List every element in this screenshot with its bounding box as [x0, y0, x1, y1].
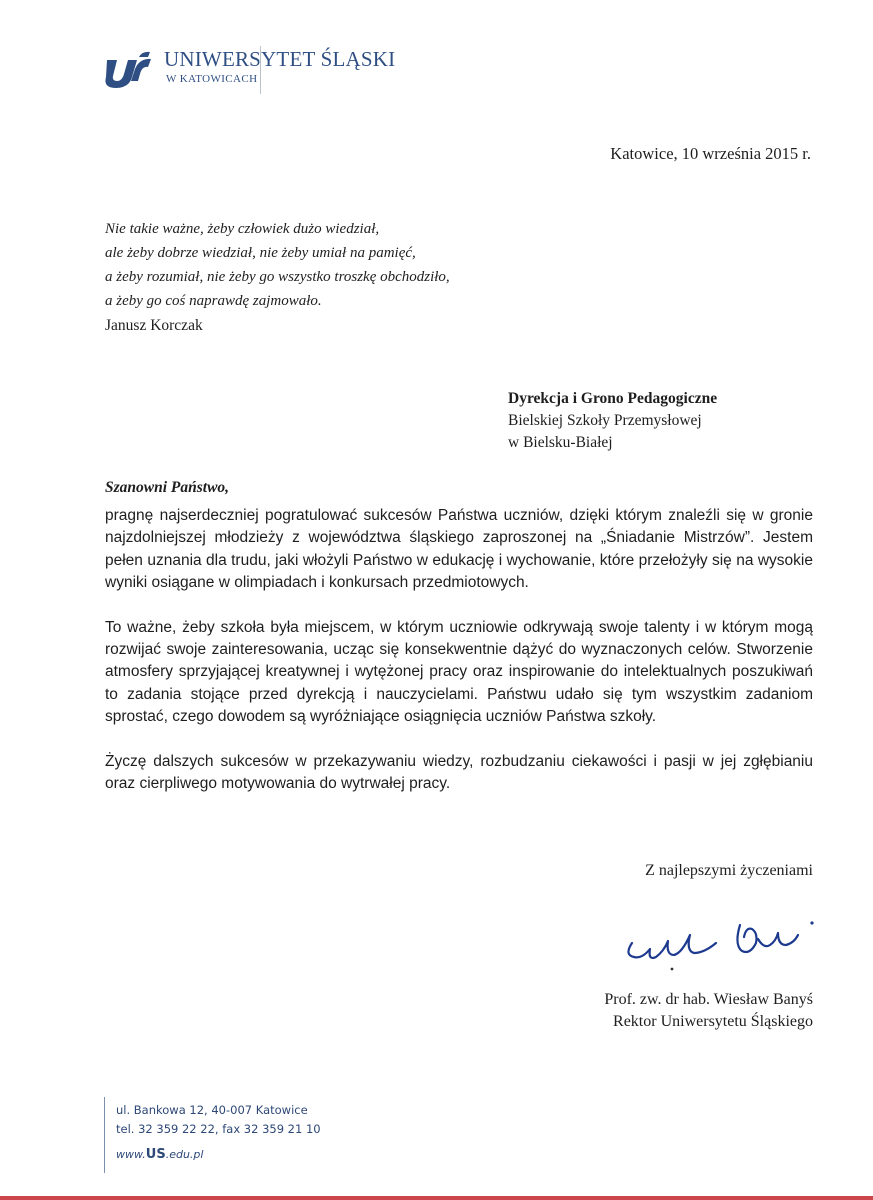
addressee-line: w Bielsku-Białej [508, 434, 613, 451]
body-paragraph: Życzę dalszych sukcesów w przekazywaniu wiedzy, rozbudzaniu ciekawości i pasji w jej zgłębianiu oraz cierpliwego motywowania do wytrwałej pracy. [105, 752, 813, 793]
university-logo-icon [104, 50, 152, 90]
footer-website [116, 1145, 321, 1164]
quote-line: a żeby rozumiał, nie żeby go wszystko troszkę obchodziło, [105, 269, 450, 285]
signer-title: Rektor Uniwersytetu Śląskiego [613, 1013, 813, 1030]
footer-website-prefix: www. [116, 1148, 146, 1161]
footer-address: ul. Bankowa 12, 40-007 Katowice [116, 1103, 308, 1117]
addressee-block [508, 388, 717, 454]
letter-body [105, 505, 813, 817]
footer-divider [104, 1097, 105, 1173]
footer-website-suffix: .edu.pl [165, 1148, 204, 1161]
signer-block [604, 989, 813, 1033]
body-paragraph: pragnę najserdeczniej pogratulować sukcesów Państwa uczniów, dzięki którym znaleźli się w gronie najzdolniejszej młodzieży z województwa śląskiego zaproszonej na „Śniadanie Mistrzów”. Jestem pełen uznania dla trudu, jaki włożyli Państwo w edukację i wychowanie, które przełożyły się na wysokie wyniki osiągane w olimpiadach i konkursach przedmiotowych. [105, 507, 813, 592]
salutation: Szanowni Państwo, [105, 479, 230, 496]
university-logo [104, 44, 396, 96]
closing-phrase: Z najlepszymi życzeniami [645, 862, 813, 879]
university-name: UNIWERSYTET ŚLĄSKI [164, 47, 396, 71]
quote-author: Janusz Korczak [105, 317, 203, 334]
letter-footer [116, 1101, 321, 1164]
signer-name: Prof. zw. dr hab. Wiesław Banyś [604, 991, 813, 1008]
page-bottom-stripe [0, 1196, 873, 1200]
body-paragraph: To ważne, żeby szkoła była miejscem, w którym uczniowie odkrywają swoje talenty i w którym mogą rozwijać swoje zainteresowania, ucząc się konsekwentnie dążyć do wyznaczonych celów. Stworzenie atmosfery sprzyjającej kreatywnej i wytężonej pracy oraz inspirowanie do intelektualnych poszukiwań to zadania stojące przed dyrekcją i nauczycielami. Państwu udało się tym wszystkim zadaniom sprostać, czego dowodem są wyróżniające osiągnięcia uczniów Państwa szkoły. [105, 618, 813, 726]
addressee-line: Bielskiej Szkoły Przemysłowej [508, 412, 702, 429]
addressee-line: Dyrekcja i Grono Pedagogiczne [508, 390, 718, 407]
footer-website-domain: US [145, 1147, 166, 1162]
quote-line: a żeby go coś naprawdę zajmowało. [105, 293, 322, 309]
quote-line: ale żeby dobrze wiedział, nie żeby umiał na pamięć, [105, 245, 416, 261]
handwritten-signature [620, 905, 820, 985]
letter-date: Katowice, 10 września 2015 r. [610, 144, 811, 163]
university-city: W KATOWICACH [166, 73, 258, 85]
quote [105, 217, 450, 313]
quote-line: Nie takie ważne, żeby człowiek dużo wiedział, [105, 221, 380, 237]
footer-contact: tel. 32 359 22 22, fax 32 359 21 10 [116, 1122, 321, 1136]
